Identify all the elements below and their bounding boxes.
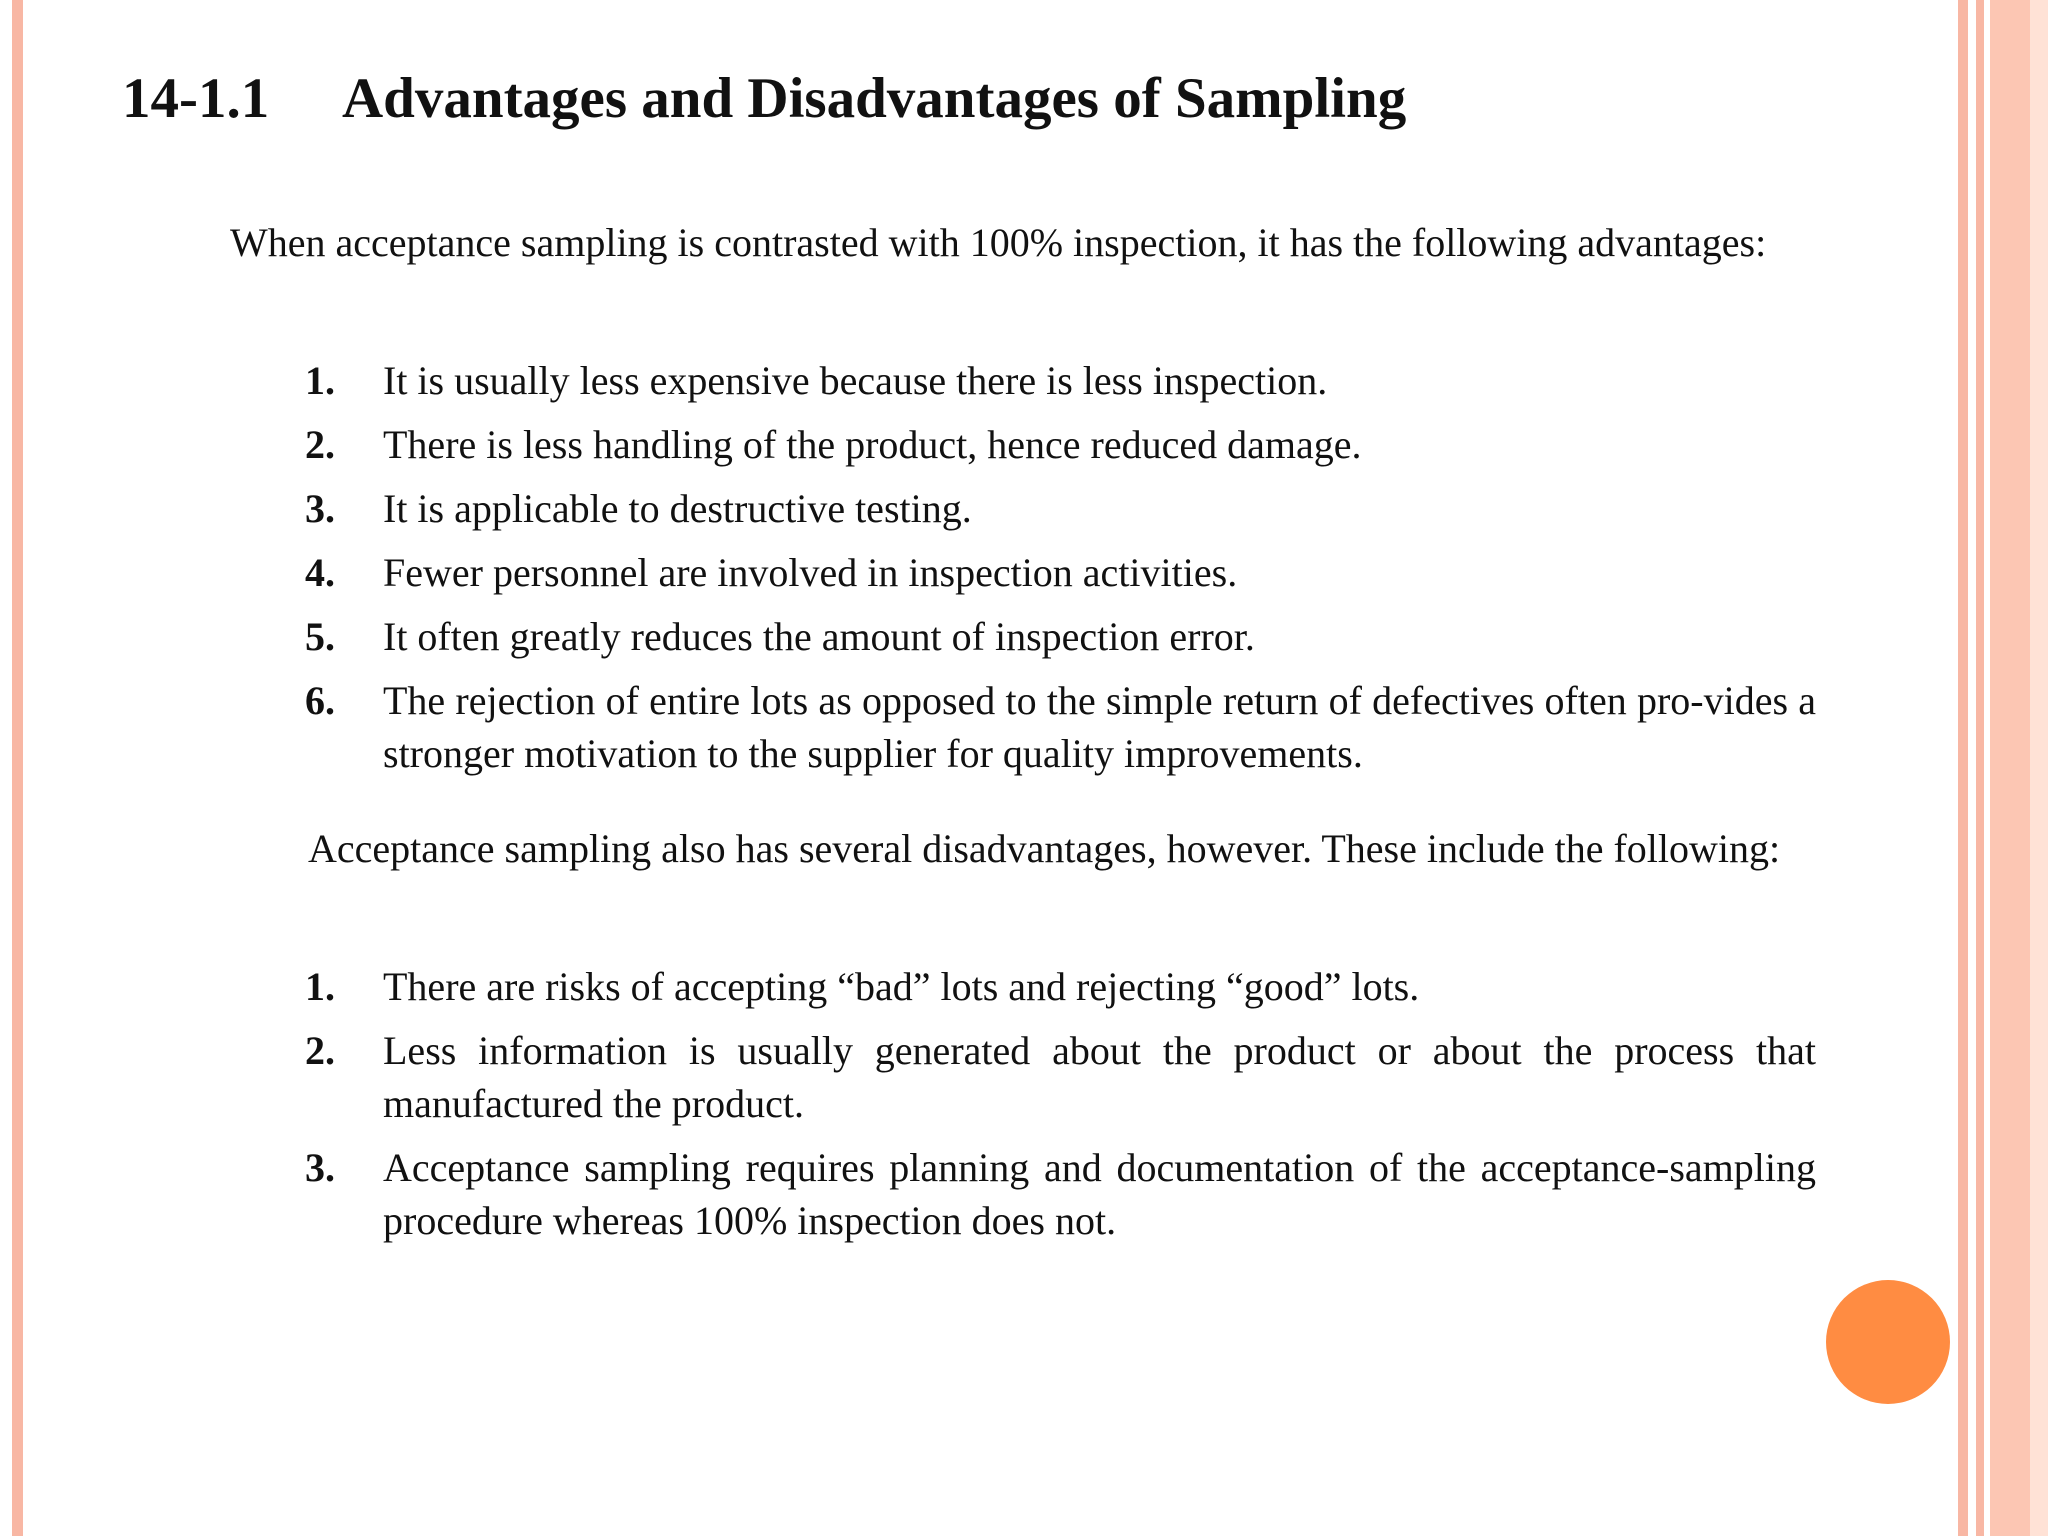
list-item	[305, 482, 1816, 535]
left-border-bar	[12, 0, 23, 1536]
list-item	[305, 354, 1816, 407]
item-text: Fewer personnel are involved in inspection activities.	[383, 550, 1238, 595]
item-text: It is applicable to destructive testing.	[383, 486, 972, 531]
advantages-list	[305, 354, 1816, 791]
advantages-intro: When acceptance sampling is contrasted with 100% inspection, it has the following advantages:	[230, 220, 1767, 265]
section-number: 14-1.1	[122, 67, 270, 130]
item-text: There is less handling of the product, hence reduced damage.	[383, 422, 1362, 467]
disadvantages-list	[305, 960, 1816, 1258]
right-border-bar-4	[2030, 0, 2048, 1536]
decorative-orange-circle	[1826, 1280, 1950, 1404]
item-text: It is usually less expensive because there is less inspection.	[383, 358, 1328, 403]
item-number: 1.	[305, 358, 335, 403]
section-title: Advantages and Disadvantages of Sampling	[342, 67, 1407, 130]
item-number: 6.	[305, 678, 335, 723]
right-border-bar-1	[1958, 0, 1968, 1536]
item-text: There are risks of accepting “bad” lots and rejecting “good” lots.	[383, 964, 1420, 1009]
disadvantages-intro: Acceptance sampling also has several disadvantages, however. These include the following:	[308, 826, 1781, 871]
item-number: 1.	[305, 964, 335, 1009]
list-item	[305, 1141, 1816, 1247]
item-number: 2.	[305, 422, 335, 467]
list-item	[305, 546, 1816, 599]
list-item	[305, 960, 1816, 1013]
item-number: 2.	[305, 1028, 335, 1073]
item-number: 3.	[305, 1145, 335, 1190]
item-number: 4.	[305, 550, 335, 595]
right-border-bar-2	[1976, 0, 1984, 1536]
list-item	[305, 610, 1816, 663]
list-item	[305, 674, 1816, 780]
item-text: Acceptance sampling requires planning and documentation of the acceptance-sampling procedure whereas 100% inspection does not.	[383, 1145, 1816, 1243]
right-border-bar-3	[1990, 0, 2030, 1536]
list-item	[305, 1024, 1816, 1130]
item-text: The rejection of entire lots as opposed to the simple return of defectives often pro-vides a stronger motivation to the supplier for quality improvements.	[383, 678, 1816, 776]
item-text: Less information is usually generated about the product or about the process that manufactured the product.	[383, 1028, 1816, 1126]
section-heading	[122, 66, 1406, 131]
item-number: 3.	[305, 486, 335, 531]
list-item	[305, 418, 1816, 471]
item-number: 5.	[305, 614, 335, 659]
item-text: It often greatly reduces the amount of inspection error.	[383, 614, 1255, 659]
